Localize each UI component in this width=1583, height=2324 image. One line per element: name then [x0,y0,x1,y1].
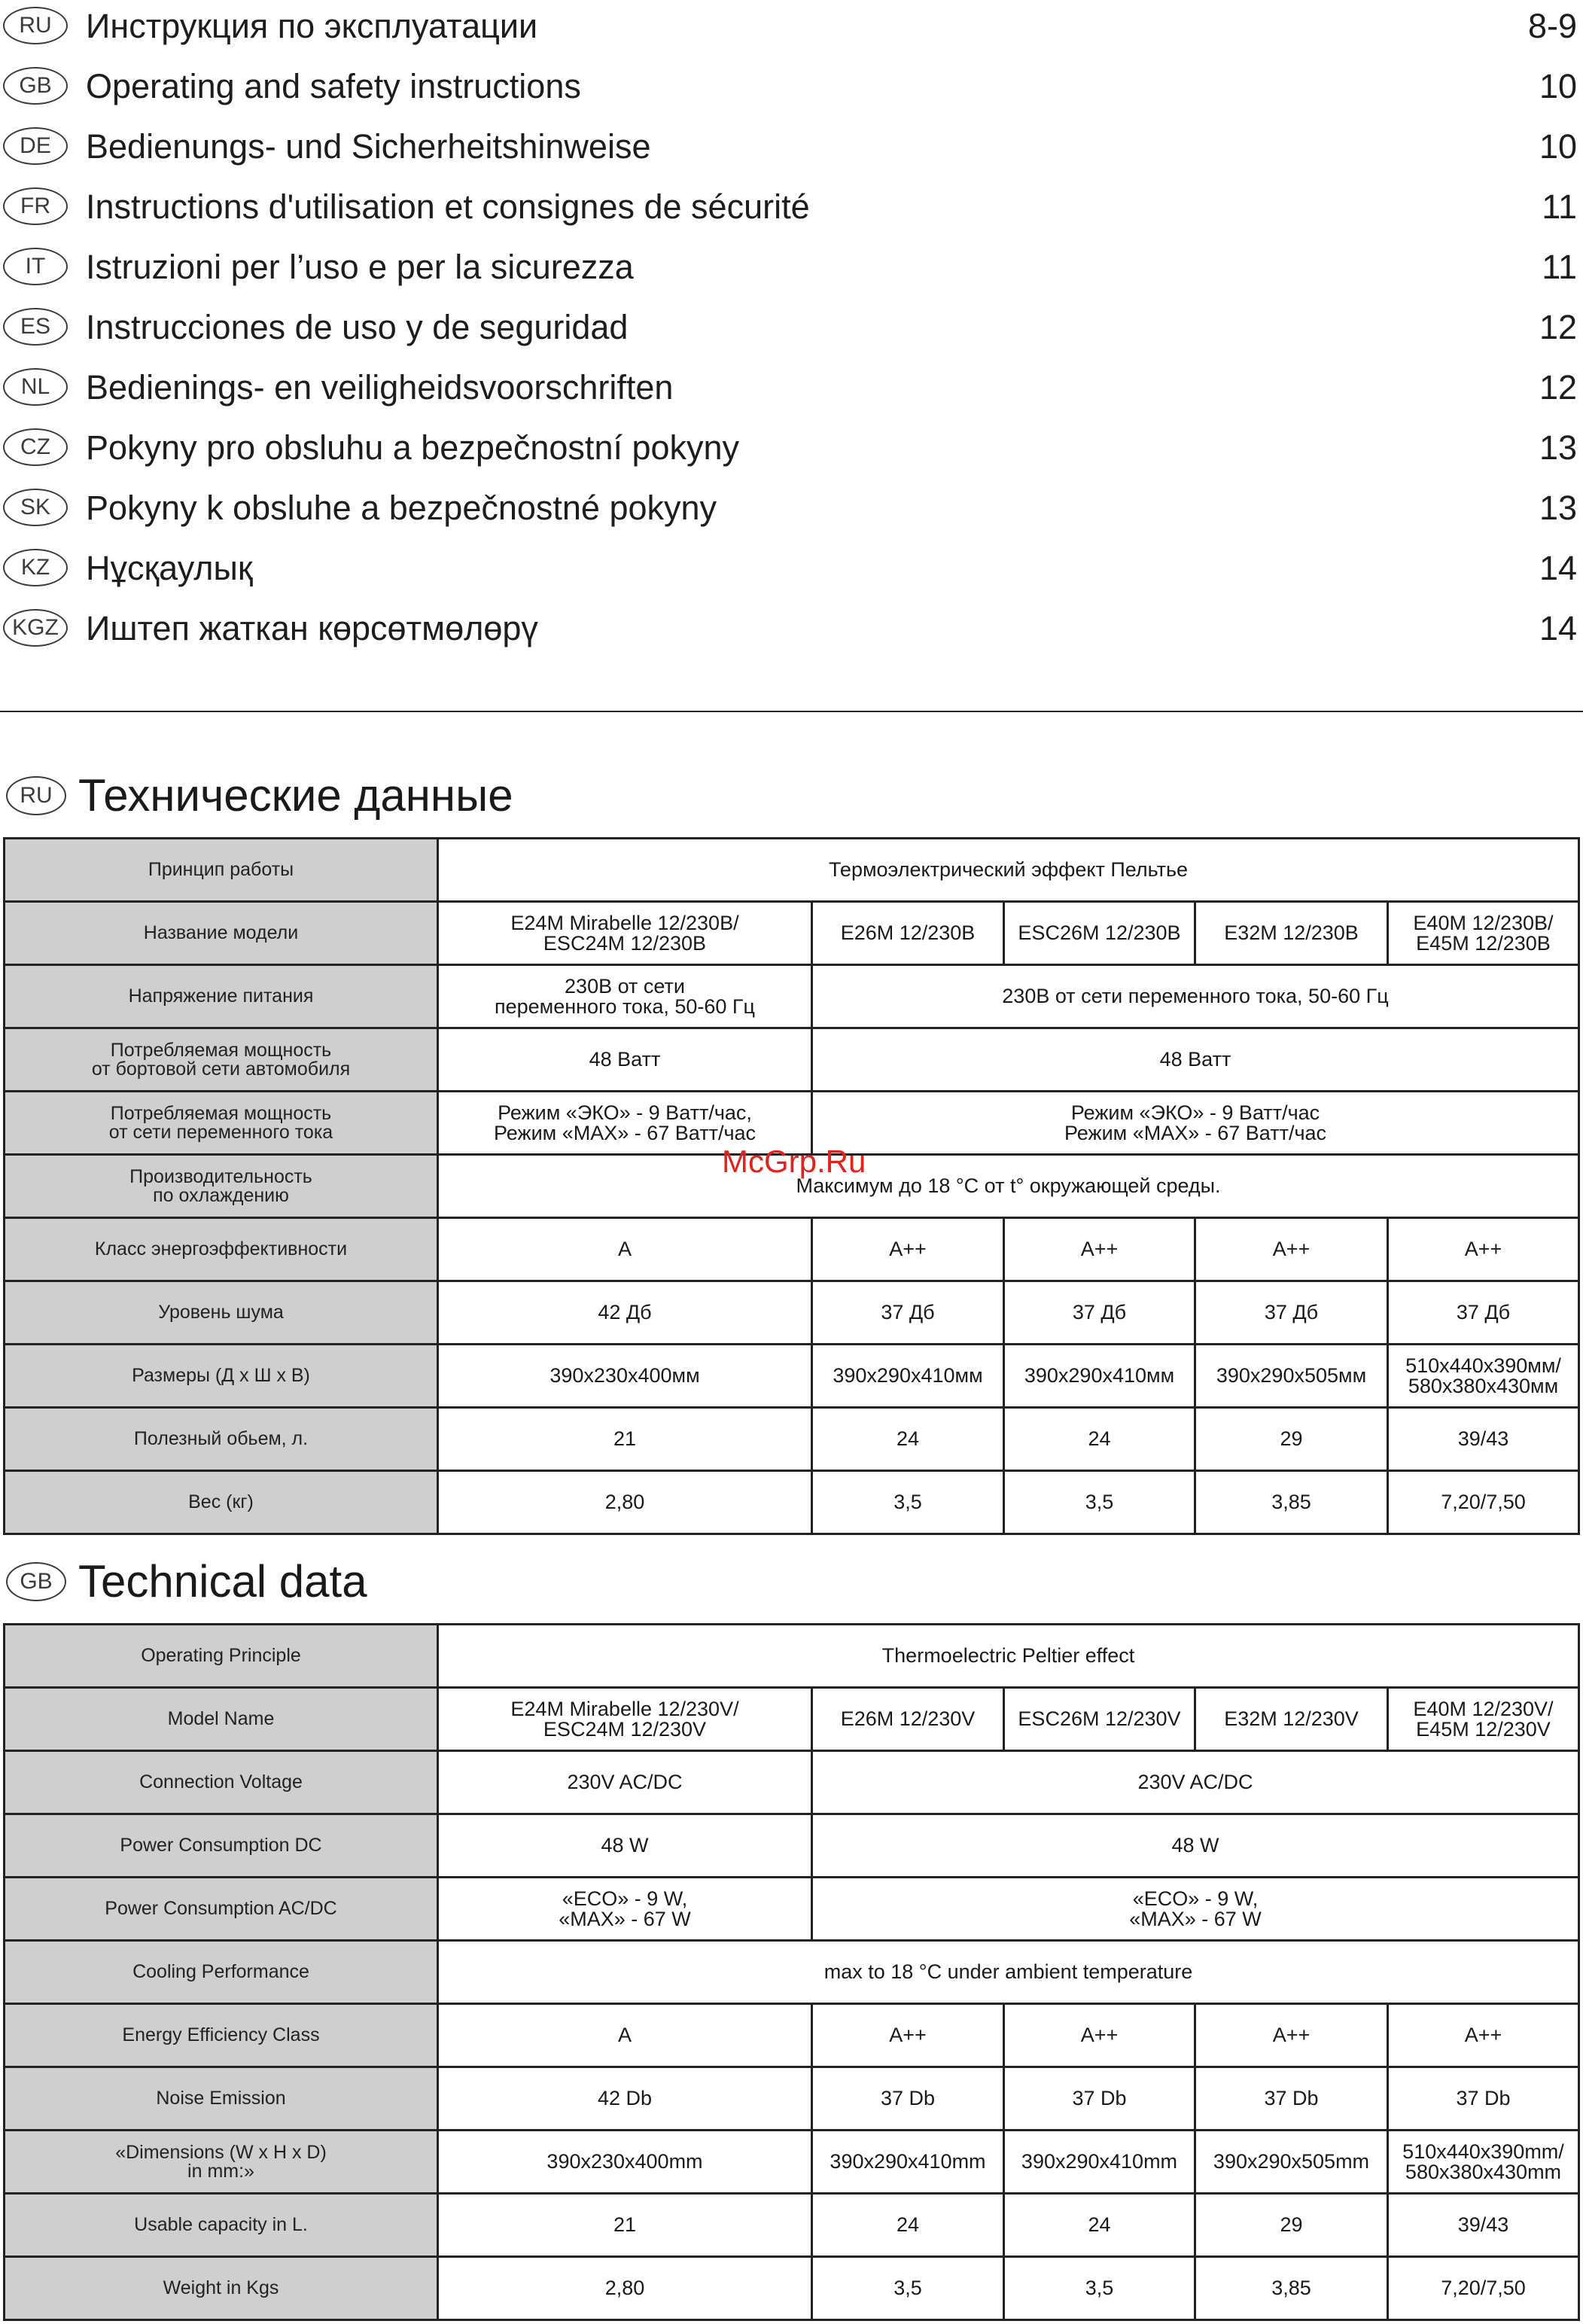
spec-value-cell [439,2131,813,2195]
spec-label: Вес (кг) [188,1491,254,1512]
toc-entry-page: 10 [1539,66,1577,105]
spec-value-cell [439,1029,813,1092]
spec-value: A++ [1272,1238,1311,1260]
spec-label: Полезный обьем, л. [133,1428,309,1449]
spec-value: 230В от сети переменного тока, 50-60 Гц [1002,985,1389,1007]
spec-value: A [617,1238,632,1260]
spec-label: Weight in Kgs [163,2277,279,2298]
spec-value-cell [1389,1282,1580,1345]
spec-value: A++ [1464,2024,1502,2046]
spec-value-cell [813,2068,1005,2131]
toc-entry-page: 14 [1539,548,1577,587]
toc-entry-page: 10 [1539,126,1577,166]
language-badge: DE [3,127,68,165]
spec-value: A++ [889,1238,927,1260]
spec-value-cell [1389,1689,1580,1752]
toc-entry-title: Pokyny pro obsluhu a bezpečnostní pokyny [86,428,740,467]
spec-value: 230V AC/DC [1137,1771,1253,1793]
toc-entry-title: Instructions d'utilisation et consignes de sécurité [86,187,810,226]
spec-label: Класс энергоэффективности [94,1238,348,1259]
spec-value: 37 Db [1456,2087,1511,2109]
spec-label: Уровень шума [158,1302,284,1323]
spec-value-cell [1196,1472,1389,1535]
spec-value: E26M 12/230В [840,921,976,944]
spec-value: A++ [1080,2024,1119,2046]
spec-value-cell [1389,1409,1580,1472]
spec-value: max to 18 °C under ambient temperature [823,1960,1193,1983]
spec-value-cell [1196,1345,1389,1409]
spec-value-cell [1005,2195,1196,2258]
spec-value: A [617,2024,632,2046]
spec-value: 3,5 [1085,1491,1114,1513]
section-heading-gb [0,1556,903,1607]
language-badge: ES [3,308,68,346]
spec-value-cell [813,1752,1580,1815]
spec-label-cell [5,2131,439,2195]
spec-label: Название модели [143,922,299,943]
spec-value: «ECO» - 9 W, «MAX» - 67 W [1129,1887,1262,1930]
toc-entry-nl [0,357,1583,417]
spec-value-cell [439,966,813,1029]
language-badge: IT [3,248,68,285]
spec-value-cell [813,1815,1580,1878]
spec-table-gb [3,1623,1580,2321]
spec-label-cell [5,1752,439,1815]
spec-value-cell [439,1815,813,1878]
language-badge: KGZ [3,609,68,647]
spec-value-cell [813,966,1580,1029]
language-badge: FR [3,187,68,225]
spec-value-cell [439,1409,813,1472]
language-badge: KZ [3,549,68,586]
spec-value-cell [1005,2005,1196,2068]
spec-value: E32M 12/230V [1224,1707,1359,1730]
spec-value-cell [1005,2131,1196,2195]
spec-label-cell [5,1942,439,2005]
toc-entry-page: 13 [1539,428,1577,467]
toc-entry-de [0,116,1583,176]
spec-value: Термоэлектрический эффект Пельтье [828,858,1189,881]
spec-value-cell [813,1219,1005,1282]
spec-label-cell [5,2005,439,2068]
spec-value: 390х230х400мм [549,1364,700,1387]
toc-entry-title: Нұсқаулық [86,548,253,587]
spec-value: 7,20/7,50 [1441,2277,1526,2299]
spec-table-ru [3,837,1580,1535]
spec-value-cell [439,2068,813,2131]
spec-value: 42 Db [597,2087,653,2109]
spec-label-cell [5,1029,439,1092]
spec-value-cell [1005,1219,1196,1282]
spec-value-cell [1196,1689,1389,1752]
spec-value-cell [1389,2005,1580,2068]
divider-line [0,711,1583,712]
spec-label-cell [5,2195,439,2258]
spec-value: 24 [896,1427,920,1450]
toc-entry-kgz [0,598,1583,658]
spec-value-cell [439,2258,813,2321]
spec-label: Energy Efficiency Class [122,2024,320,2045]
spec-label-cell [5,2258,439,2321]
spec-value: 390х290х410мм [833,1364,983,1387]
language-badge: GB [6,1562,66,1601]
spec-label: Принцип работы [148,859,294,880]
toc-entry-page: 13 [1539,488,1577,527]
toc-entry-kz [0,538,1583,598]
spec-value-cell [813,1282,1005,1345]
spec-value-cell [1196,1282,1389,1345]
spec-value: 39/43 [1457,1427,1509,1450]
spec-value-cell [1196,2195,1389,2258]
toc-entry-title: Иштеп жаткан көрсөтмөлөрү [86,608,538,647]
spec-value-cell [813,2195,1005,2258]
toc-entry-es [0,297,1583,357]
spec-value: 37 Db [1264,2087,1319,2109]
toc-entry-page: 8-9 [1527,6,1577,45]
spec-value-cell [1389,2258,1580,2321]
spec-value: 510х440х390мм/ 580х380х430мм [1405,1354,1561,1397]
spec-value: 37 Дб [881,1301,935,1323]
spec-value-cell [439,2195,813,2258]
spec-value: E40M 12/230V/ E45M 12/230V [1413,1697,1554,1741]
spec-value-cell [813,1689,1005,1752]
spec-value: 3,85 [1271,1491,1311,1513]
spec-label: Размеры (Д х Ш х В) [132,1365,310,1386]
spec-value: 390x230x400mm [546,2150,703,2173]
spec-label-cell [5,903,439,966]
spec-value: E40M 12/230В/ E45M 12/230В [1413,911,1554,955]
spec-value: Режим «ЭКО» - 9 Ватт/час, Режим «MAX» - 67 Ватт/час [493,1101,756,1144]
toc-entry-title: Pokyny k obsluhe a bezpečnostné pokyny [86,488,717,527]
toc-entry-title: Bedienungs- und Sicherheitshinweise [86,126,651,166]
language-badge: RU [3,7,68,44]
spec-label-cell [5,1472,439,1535]
spec-label: Operating Principle [141,1645,301,1666]
spec-value-cell [813,903,1005,966]
spec-value: 3,85 [1271,2277,1311,2299]
spec-value: ESC26M 12/230В [1018,921,1181,944]
spec-label: Производительность по охлаждению [129,1165,312,1206]
toc-entry-title: Operating and safety instructions [86,66,581,105]
spec-value-cell [1005,2068,1196,2131]
language-badge: NL [3,368,68,406]
spec-value-cell [439,1942,1580,2005]
spec-value-cell [1005,1345,1196,1409]
section-title: Technical data [78,1556,367,1607]
spec-label-cell [5,1156,439,1219]
spec-label: Connection Voltage [139,1771,303,1792]
spec-value-cell [1196,903,1389,966]
spec-value-cell [1389,1219,1580,1282]
spec-value: 390х290х410мм [1024,1364,1175,1387]
spec-value: 48 Ватт [589,1048,661,1071]
spec-value-cell [813,1092,1580,1156]
spec-value-cell [813,2005,1005,2068]
spec-value: A++ [1464,1238,1502,1260]
spec-label-cell [5,966,439,1029]
table-of-contents [0,0,1583,658]
spec-value-cell [1389,2131,1580,2195]
spec-value: Максимум до 18 °С от t° окружающей среды. [796,1174,1221,1197]
spec-value: 37 Db [1072,2087,1127,2109]
spec-value-cell [1389,1472,1580,1535]
spec-label-cell [5,1345,439,1409]
watermark: McGrp.Ru [722,1144,866,1179]
spec-value: 390x290x410mm [1021,2150,1178,2173]
spec-value: 3,5 [1085,2277,1114,2299]
spec-value-cell [1389,1345,1580,1409]
spec-value-cell [813,2131,1005,2195]
toc-entry-title: Инструкция по эксплуатации [86,6,538,45]
spec-value: 2,80 [604,1491,645,1513]
language-badge: SK [3,489,68,526]
spec-value: E24M Mirabelle 12/230В/ ESC24M 12/230В [510,911,739,955]
spec-value: 21 [613,2213,637,2236]
spec-value: 390x290x505mm [1213,2150,1370,2173]
spec-value: 390х290х505мм [1216,1364,1367,1387]
spec-label: «Dimensions (W x H x D) in mm:» [115,2141,327,2182]
spec-value: 48 W [601,1834,649,1856]
spec-label: Напряжение питания [128,985,314,1007]
spec-value-cell [1389,903,1580,966]
spec-value-cell [1196,1219,1389,1282]
spec-value: 48 Ватт [1159,1048,1231,1071]
spec-value: E32M 12/230В [1224,921,1359,944]
spec-value: 21 [613,1427,637,1450]
language-badge: GB [3,67,68,105]
toc-entry-fr [0,176,1583,236]
spec-value: 230В от сети переменного тока, 50-60 Гц [494,974,755,1018]
toc-entry-sk [0,477,1583,538]
spec-value-cell [1005,903,1196,966]
toc-entry-title: Istruzioni per l’uso e per la sicurezza [86,247,634,286]
spec-value-cell [439,903,813,966]
toc-entry-ru [0,0,1583,56]
spec-label: Потребляемая мощность от сети переменного тока [108,1102,333,1143]
spec-label-cell [5,1625,439,1689]
spec-value: 7,20/7,50 [1441,1491,1526,1513]
spec-label-cell [5,1219,439,1282]
spec-label: Cooling Performance [132,1961,309,1982]
spec-value-cell [813,1878,1580,1942]
spec-value: 37 Дб [1264,1301,1319,1323]
spec-value: 510x440x390mm/ 580x380x430mm [1402,2140,1564,2183]
language-badge: CZ [3,428,68,466]
spec-value-cell [439,1345,813,1409]
spec-value: 48 W [1171,1834,1219,1856]
spec-value-cell [1389,2195,1580,2258]
spec-label: Model Name [167,1708,275,1729]
spec-value: 24 [1088,2213,1111,2236]
spec-value-cell [439,1625,1580,1689]
spec-label-cell [5,1092,439,1156]
spec-value-cell [439,839,1580,903]
toc-entry-page: 11 [1542,247,1577,286]
spec-value: A++ [1272,2024,1311,2046]
spec-value-cell [439,1472,813,1535]
spec-value-cell [813,2258,1005,2321]
spec-value: E26M 12/230V [840,1707,976,1730]
spec-value-cell [439,1282,813,1345]
toc-entry-title: Instrucciones de uso y de seguridad [86,307,629,346]
spec-value: 230V AC/DC [567,1771,683,1793]
toc-entry-page: 12 [1539,307,1577,346]
spec-value: 39/43 [1457,2213,1509,2236]
spec-value: 37 Db [880,2087,936,2109]
spec-value-cell [813,1029,1580,1092]
spec-value: 37 Дб [1072,1301,1127,1323]
spec-value-cell [439,1156,1580,1219]
spec-value: 42 Дб [598,1301,652,1323]
spec-value: Thermoelectric Peltier effect [881,1644,1135,1667]
spec-value: 29 [1280,2213,1303,2236]
spec-value: 3,5 [893,1491,922,1513]
spec-value: 37 Дб [1456,1301,1511,1323]
spec-value-cell [439,1878,813,1942]
spec-value: ESC26M 12/230V [1018,1707,1181,1730]
spec-value-cell [1196,2005,1389,2068]
spec-value: A++ [1080,1238,1119,1260]
toc-entry-page: 11 [1542,187,1577,226]
spec-value-cell [1005,2258,1196,2321]
spec-value-cell [1005,1472,1196,1535]
toc-entry-title: Bedienings- en veiligheidsvoorschriften [86,367,674,407]
spec-value-cell [813,1409,1005,1472]
spec-label: Потребляемая мощность от бортовой сети автомобиля [91,1039,351,1080]
spec-value: 3,5 [893,2277,922,2299]
toc-entry-page: 12 [1539,367,1577,407]
spec-label-cell [5,2068,439,2131]
spec-value-cell [1389,2068,1580,2131]
toc-entry-cz [0,417,1583,477]
section-title: Технические данные [78,770,513,821]
spec-label-cell [5,1815,439,1878]
spec-value-cell [1005,1409,1196,1472]
toc-entry-page: 14 [1539,608,1577,647]
spec-value-cell [439,1752,813,1815]
spec-value-cell [1196,2258,1389,2321]
spec-label-cell [5,1409,439,1472]
spec-value: 24 [1088,1427,1111,1450]
spec-value: 390x290x410mm [830,2150,986,2173]
spec-value: 2,80 [604,2277,645,2299]
spec-value: 29 [1280,1427,1303,1450]
toc-entry-it [0,236,1583,297]
spec-value: E24M Mirabelle 12/230V/ ESC24M 12/230V [510,1697,739,1741]
spec-value: 24 [896,2213,920,2236]
spec-value-cell [1196,1409,1389,1472]
spec-label: Noise Emission [156,2088,286,2109]
spec-value: Режим «ЭКО» - 9 Ватт/час Режим «MAX» - 67 Ватт/час [1064,1101,1327,1144]
spec-label-cell [5,1282,439,1345]
spec-value-cell [813,1345,1005,1409]
spec-label-cell [5,1689,439,1752]
spec-value: A++ [889,2024,927,2046]
toc-entry-gb [0,56,1583,116]
spec-value-cell [813,1472,1005,1535]
spec-label-cell [5,839,439,903]
spec-value: «ECO» - 9 W, «MAX» - 67 W [559,1887,691,1930]
spec-label-cell [5,1878,439,1942]
language-badge: RU [6,776,66,815]
spec-value-cell [1196,2131,1389,2195]
spec-label: Power Consumption AC/DC [105,1898,337,1919]
spec-value-cell [439,1689,813,1752]
spec-value-cell [1005,1689,1196,1752]
section-heading-ru [0,770,903,821]
spec-value-cell [439,1219,813,1282]
spec-label: Usable capacity in L. [134,2214,308,2235]
spec-value-cell [1005,1282,1196,1345]
spec-value-cell [1196,2068,1389,2131]
spec-value-cell [439,2005,813,2068]
spec-label: Power Consumption DC [120,1835,322,1856]
